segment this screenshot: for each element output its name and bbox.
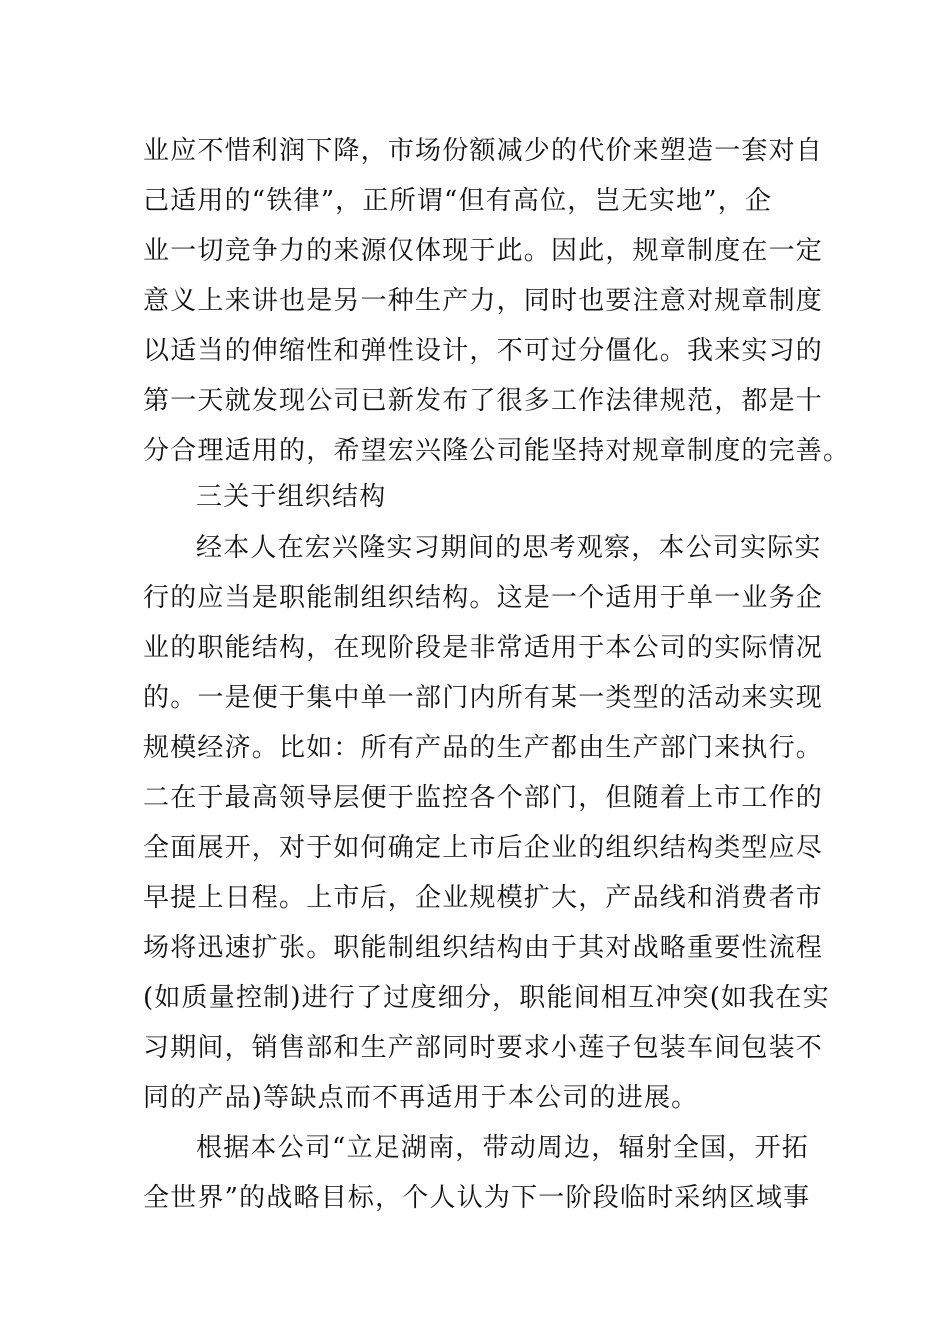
paragraph-line: (如质量控制)进行了过度细分，职能间相互冲突(如我在实 bbox=[143, 983, 830, 1013]
paragraph-line: 业应不惜利润下降，市场份额减少的代价来塑造一套对自 bbox=[143, 136, 824, 166]
paragraph-line: 规模经济。比如：所有产品的生产都由生产部门来执行。 bbox=[143, 733, 824, 763]
paragraph-line: 二在于最高领导层便于监控各个部门，但随着上市工作的 bbox=[143, 783, 824, 813]
section-heading: 三关于组织结构 bbox=[196, 482, 387, 512]
paragraph-line: 全面展开，对于如何确定上市后企业的组织结构类型应尽 bbox=[143, 833, 824, 863]
paragraph-line: 以适当的伸缩性和弹性设计，不可过分僵化。我来实习的 bbox=[143, 336, 824, 366]
paragraph-line: 场将迅速扩张。职能制组织结构由于其对战略重要性流程 bbox=[143, 933, 824, 963]
paragraph-line: 第一天就发现公司已新发布了很多工作法律规范，都是十 bbox=[143, 386, 824, 416]
paragraph-line: 的。一是便于集中单一部门内所有某一类型的活动来实现 bbox=[143, 683, 824, 713]
paragraph-line: 意义上来讲也是另一种生产力，同时也要注意对规章制度 bbox=[143, 286, 824, 316]
paragraph-line: 经本人在宏兴隆实习期间的思考观察，本公司实际实 bbox=[196, 533, 822, 563]
paragraph-line: 分合理适用的，希望宏兴隆公司能坚持对规章制度的完善。 bbox=[143, 436, 851, 466]
paragraph-line: 习期间，销售部和生产部同时要求小莲子包装车间包装不 bbox=[143, 1033, 824, 1063]
paragraph-line: 同的产品)等缺点而不再适用于本公司的进展。 bbox=[143, 1083, 699, 1113]
paragraph-line: 业一切竞争力的来源仅体现于此。因此，规章制度在一定 bbox=[143, 236, 824, 266]
paragraph-line: 业的职能结构，在现阶段是非常适用于本公司的实际情况 bbox=[143, 633, 824, 663]
paragraph-line: 全世界”的战略目标，个人认为下一阶段临时采纳区域事 bbox=[143, 1183, 811, 1213]
paragraph-line: 根据本公司“立足湖南，带动周边，辐射全国，开拓 bbox=[196, 1133, 809, 1163]
paragraph-line: 早提上日程。上市后，企业规模扩大，产品线和消费者市 bbox=[143, 883, 824, 913]
paragraph-line: 行的应当是职能制组织结构。这是一个适用于单一业务企 bbox=[143, 583, 824, 613]
paragraph-line: 己适用的“铁律”，正所谓“但有高位，岂无实地”，企 bbox=[143, 186, 773, 216]
